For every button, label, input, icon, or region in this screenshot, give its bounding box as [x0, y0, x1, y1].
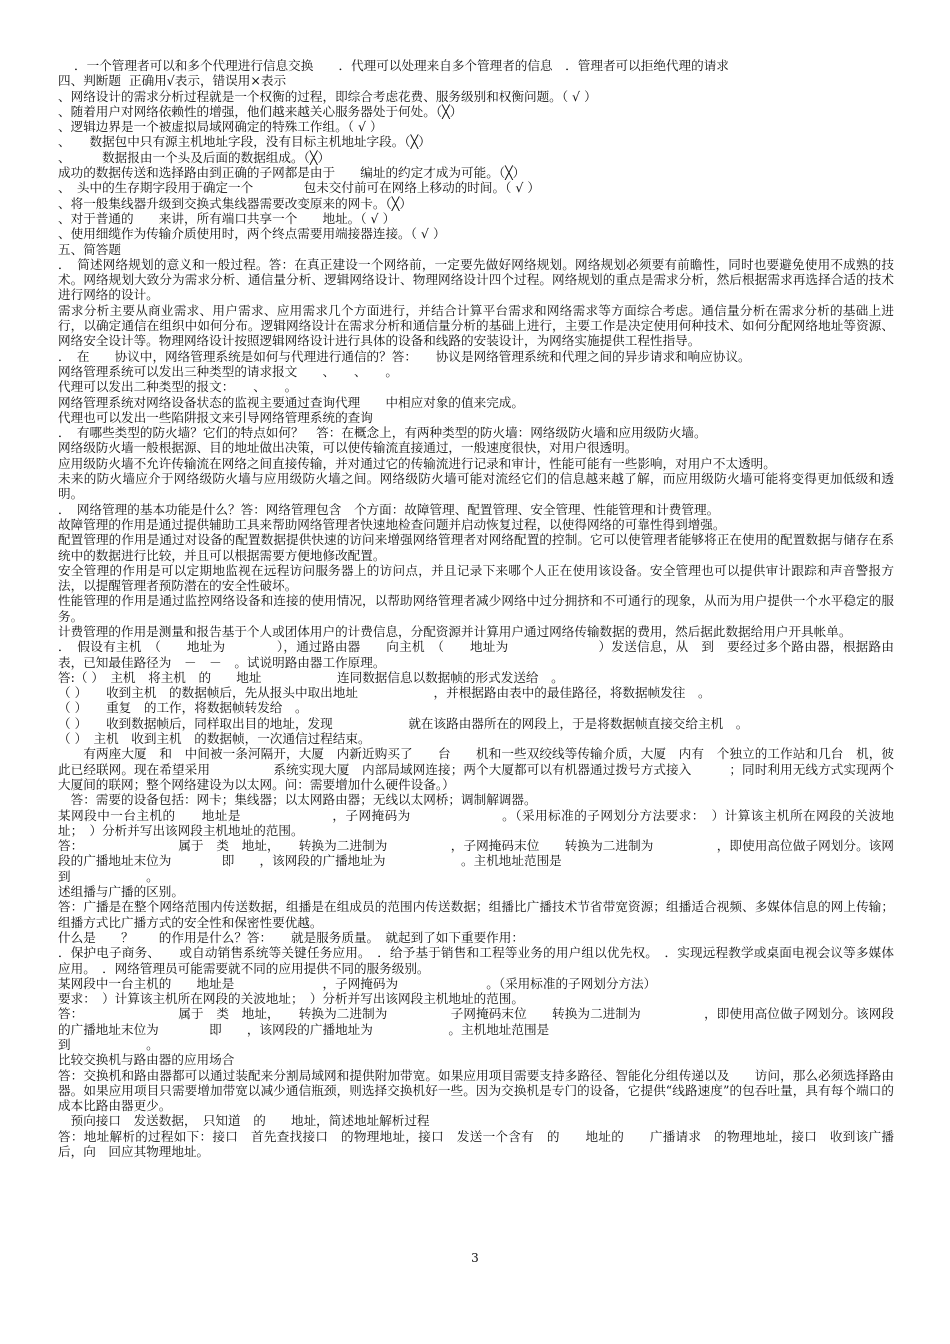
text-line: 、网络设计的需求分析过程就是一个权衡的过程，即综合考虑花费、服务级别和权衡问题。（ √ ） — [58, 88, 597, 104]
text-line: 答： 属于 类 地址， 转换为二进制为 ，子网掩码末位 转换为二进制为 ，即使用高位做子网划分。该网段的广播地址末位为 即 ，该网段的广播地址为 。主机地址范围是 — [58, 838, 894, 869]
text-line: 计费管理的作用是测量和报告基于个人或团体用户的计费信息，分配资源并计算用户通过网络传输数据的费用，然后据此数据给用户开具帐单。 — [58, 623, 852, 639]
text-line: 有两座大厦 和 中间被一条河隔开，大厦 内新近购买了 台 机和一些双绞线等传输介质，大厦 内有 个独立的工作站和几台 机，彼此已经联网。现在希望采用 系统实现大厦 内部局域网连接；两个大厦都可以有机器通过拨号方式接入 ；同时利用无线方式实现两个大厦间的联网；整个网络建设为以太网。问：需要增加什么硬件设备。） — [58, 746, 894, 792]
text-line: 、随着用户对网络依赖性的增强，他们越来越关心服务器处于何处。（╳） — [58, 103, 463, 119]
text-line: 到 。 — [58, 868, 159, 884]
text-line: 比较交换机与路由器的应用场合 — [58, 1052, 235, 1068]
text-line: （ ） 收到主机 的数据帧后，先从报头中取出地址 ，并根据路由表中的最佳路径，将数据帧发往 。 — [58, 685, 711, 701]
text-line: 安全管理的作用是可以定期地监视在远程访问服务器上的访问点，并且记录下来哪个人正在使用该设备。安全管理也可以提供审计跟踪和声音警报方法，以提醒管理者预防潜在的安全性破坏。 — [58, 562, 894, 594]
text-line: 某网段中一台主机的 地址是 ，子网掩码为 。（采用标准的子网划分方法要求： ）计算该主机所在网段的关波地址； ）分析并写出该网段主机地址的范围。 — [58, 807, 894, 838]
text-line: 需求分析主要从商业需求、用户需求、应用需求几个方面进行，并结合计算平台需求和网络需求等方面综合考虑。通信量分析在需求分析的基础上进行，以确定通信在组织中如何分布。逻辑网络设计在需求分析和通信量分析的基础上进行，主要工作是决定使用何种技术、如何分配网络地址等资源、网络安全设计等。物理网络设计按照逻辑网络设计进行具体的设备和线路的安装设计，为网络实施提供工程性指导。 — [58, 302, 894, 349]
text-line: （ ） 重复 的工作，将数据帧转发给 。 — [58, 700, 308, 716]
text-line: ． 简述网络规划的意义和一般过程。答：在真正建设一个网络前，一定要先做好网络规划。网络规划必须要有前瞻性，同时也要避免使用不成熟的技术。网络规划大致分为需求分析、通信量分析、逻辑网络设计、物理网络设计四个过程。网络规划的重点是需求分析，然后根据需求再选择合适的技术进行网络的设计。 — [58, 256, 894, 303]
text-line: 什么是 ？ 的作用是什么？答： 就是服务质量。 就起到了如下重要作用： — [58, 929, 524, 945]
text-line: 述组播与广播的区别。 — [58, 884, 184, 900]
text-line: ． 假设有主机 （ 地址为 ），通过路由器 向主机 （ 地址为 ）发送信息，从 到 要经过多个路由器，根据路由表，已知最佳路径为 － － 。试说明路由器工作原理。 — [58, 639, 894, 670]
text-line: ． 网络管理的基本功能是什么？答：网络管理包含 个方面：故障管理、配置管理、安全管理、性能管理和计费管理。 — [58, 501, 720, 517]
text-line: 成功的数据传送和选择路由到正确的子网都是由于 编址的约定才成为可能。（╳） — [58, 165, 526, 181]
text-line: 故障管理的作用是通过提供辅助工具来帮助网络管理者快速地检查问题并启动恢复过程，以使得网络的可靠性得到增强。 — [58, 516, 726, 532]
text-line: 预向接口 发送数据， 只知道 的 地址，简述地址解析过程 — [58, 1113, 430, 1129]
text-line: 答： 属于 类 地址， 转换为二进制为 子网掩码末位 转换为二进制为 ，即使用高位做子网划分。该网段的广播地址末位为 即 ，该网段的广播地址为 。主机地址范围是 — [58, 1006, 894, 1037]
text-line: 答：地址解析的过程如下：接口 首先查找接口 的物理地址，接口 发送一个含有 的 地址的 广播请求 的物理地址，接口 收到该广播后，向 回应其物理地址。 — [58, 1128, 894, 1160]
text-line: 、逻辑边界是一个被虚拟局域网确定的特殊工作组。（ √ ） — [58, 119, 383, 135]
text-line: 、 数据包中只有源主机地址字段，没有目标主机地址字段。（╳） — [58, 134, 431, 150]
text-line: ．一个管理者可以和多个代理进行信息交换 ．代理可以处理来自多个管理者的信息 ．管理者可以拒绝代理的请求 — [58, 58, 729, 73]
text-line: （ ） 收到数据帧后，同样取出目的地址，发现 就在该路由器所在的网段上，于是将数据帧直接交给主机 。 — [58, 715, 749, 731]
text-line: 、使用细缆作为传输介质使用时，两个终点需要用端接器连接。（ √ ） — [58, 226, 446, 242]
text-line: 、对于普通的 来讲，所有端口共享一个 地址。（ √ ） — [58, 210, 396, 226]
text-line: （ ） 主机 收到主机 的数据帧，一次通信过程结束。 — [58, 731, 371, 747]
text-line: 、将一般集线器升级到交换式集线器需要改变原来的网卡。（╳） — [58, 195, 412, 211]
text-line: 网络管理系统可以发出三种类型的请求报文 、 、 。 — [58, 363, 399, 379]
text-line: 网络管理系统对网络设备状态的监视主要通过查询代理 中相应对象的值来完成。 — [58, 394, 524, 410]
text-line: 、 数据报由一个头及后面的数据组成。（╳） — [58, 149, 331, 165]
text-line: 要求： ）计算该主机所在网段的关波地址； ）分析并写出该网段主机地址的范围。 — [58, 991, 524, 1007]
text-line: ． 在 协议中，网络管理系统是如何与代理进行通信的？答： 协议是网络管理系统和代理之间的异步请求和响应协议。 — [58, 348, 751, 364]
text-line: 应用级防火墙不允许传输流在网络之间直接传输，并对通过它的传输流进行记录和审计，性能可能有一些影响，对用户不太透明。 — [58, 455, 776, 471]
text-line: 代理可以发出二种类型的报文： 、 。 — [58, 379, 298, 395]
text-line: 某网段中一台主机的 地址是 ，子网掩码为 。（采用标准的子网划分方法） — [58, 975, 657, 991]
page-number: 3 — [471, 1251, 479, 1265]
text-line: 代理也可以发出一些陷阱报文来引导网络管理系统的查询 — [58, 409, 373, 425]
text-line: 未来的防火墙应介于网络级防火墙与应用级防火墙之间。网络级防火墙可能对流经它们的信息越来越了解，而应用级防火墙可能将变得更加低级和透明。 — [58, 471, 894, 502]
text-line: 、 头中的生存期字段用于确定一个 包未交付前可在网络上移动的时间。（ √ ） — [58, 180, 540, 196]
document-body — [58, 58, 894, 1159]
text-line: 性能管理的作用是通过监控网络设备和连接的使用情况，以帮助网络管理者减少网络中过分拥挤和不可通行的现象，从而为用户提供一个水平稳定的服务。 — [58, 593, 894, 624]
text-line: 答：交换机和路由器都可以通过装配来分割局域网和提供附加带宽。如果应用项目需要支持多路径、智能化分组传递以及 访问，那么必须选择路由器。如果应用项目只需要增加带宽以减少通信瓶颈，则选择交换机好一些。因为交换机是专门的设备，它提供“线路速度”的包吞吐量，具有每个端口的成本比路由器更少。 — [58, 1067, 894, 1114]
text-line: 到 。 — [58, 1037, 159, 1052]
text-line: 四、判断题 正确用√表示，错误用×表示 — [58, 73, 287, 89]
text-line: ． 有哪些类型的防火墙？它们的特点如何？ 答：在概念上，有两种类型的防火墙：网络级防火墙和应用级防火墙。 — [58, 425, 707, 441]
text-line: 配置管理的作用是通过对设备的配置数据提供快速的访问来增强网络管理者对网络配置的控制。它可以使管理者能够将正在使用的配置数据与储存在系统中的数据进行比较，并且可以根据需要方便地修改配置。 — [58, 532, 894, 563]
text-line: 答：广播是在整个网络范围内传送数据，组播是在组成员的范围内传送数据；组播比广播技术节省带宽资源；组播适合视频、多媒体信息的网上传输；组播方式比广播方式的安全性和保密性要优越。 — [58, 899, 894, 930]
text-line: 答:（ ） 主机 将主机 的 地址 连同数据信息以数据帧的形式发送给 。 — [58, 669, 564, 685]
text-line: 答：需要的设备包括：网卡；集线器；以太网路由器；无线以太网桥；调制解调器。 — [58, 792, 537, 808]
text-line: 五、简答题 — [58, 241, 121, 257]
text-line: 网络级防火墙一般根据源、目的地址做出决策，可以使传输流直接通过，一般速度很快，对用户很透明。 — [58, 440, 638, 456]
text-line: ．保护电子商务、 或自动销售系统等关键任务应用。 ．给予基于销售和工程等业务的用户组以优先权。 ．实现远程教学或桌面电视会议等多媒体应用。 ．网络管理员可能需要就不同的应用提供不同的服务级别。 — [58, 945, 894, 976]
